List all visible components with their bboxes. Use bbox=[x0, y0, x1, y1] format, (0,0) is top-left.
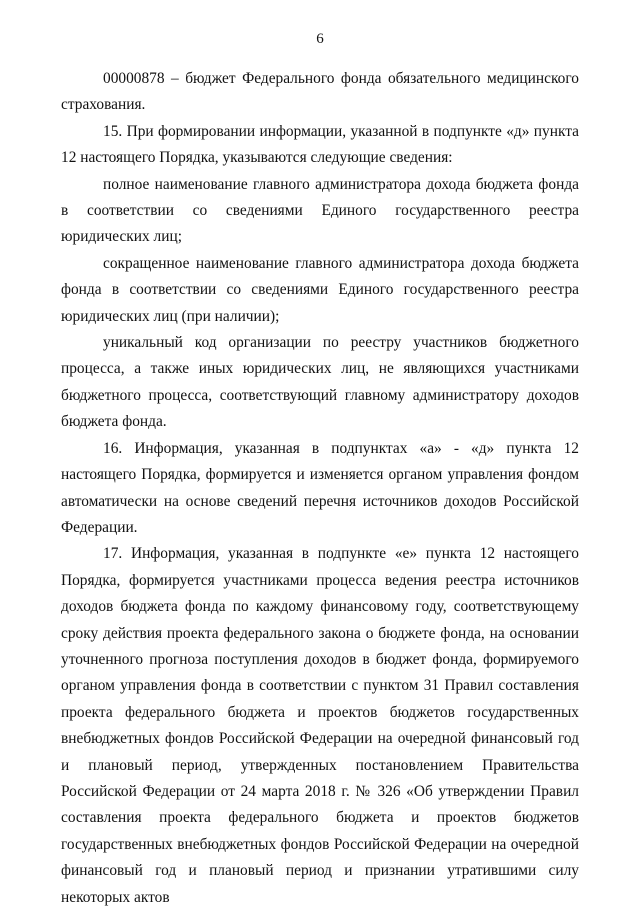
paragraph-short-name: сокращенное наименование главного администратора дохода бюджета фонда в соответствии со сведениями Единого государственного реестра юридических лиц (при наличии); bbox=[61, 254, 579, 325]
paragraph-budget-code: 00000878 – бюджет Федерального фонда обязательного медицинского страхования. bbox=[61, 70, 579, 114]
page-number: 6 bbox=[316, 31, 324, 47]
paragraph-unique-code: уникальный код организации по реестру участников бюджетного процесса, а также иных юридических лиц, не являющихся участниками бюджетного процесса, соответствующий главному администратору доходов бюджета фонда. bbox=[61, 334, 579, 431]
paragraph-full-name: полное наименование главного администратора дохода бюджета фонда в соответствии со сведениями Единого государственного реестра юридических лиц; bbox=[61, 175, 579, 246]
document-body bbox=[61, 66, 579, 911]
paragraph-item-17: 17. Информация, указанная в подпункте «е» пункта 12 настоящего Порядка, формируется участниками процесса ведения реестра источников доходов бюджета фонда по каждому финансовому году, соответствующему сроку действия проекта федерального закона о бюджете фонда, на основании уточненного прогноза поступления доходов в бюджет фонда, формируемого органом управления фонда в соответствии с пунктом 31 Правил составления проекта федерального бюджета и проектов бюджетов государственных внебюджетных фондов Российской Федерации на очередной финансовый год и плановый период, утвержденных постановлением Правительства Российской Федерации от 24 марта 2018 г. № 326 «Об утверждении Правил составления проекта федерального бюджета и проектов бюджетов государственных внебюджетных фондов Российской Федерации на очередной финансовый год и плановый период и признании утратившими силу некоторых актов bbox=[61, 545, 579, 906]
paragraph-item-16: 16. Информация, указанная в подпунктах «а» - «д» пункта 12 настоящего Порядка, формируется и изменяется органом управления фондом автоматически на основе сведений перечня источников доходов Российской Федерации. bbox=[61, 439, 579, 536]
paragraph-item-15: 15. При формировании информации, указанной в подпункте «д» пункта 12 настоящего Порядка, указываются следующие сведения: bbox=[61, 122, 579, 167]
